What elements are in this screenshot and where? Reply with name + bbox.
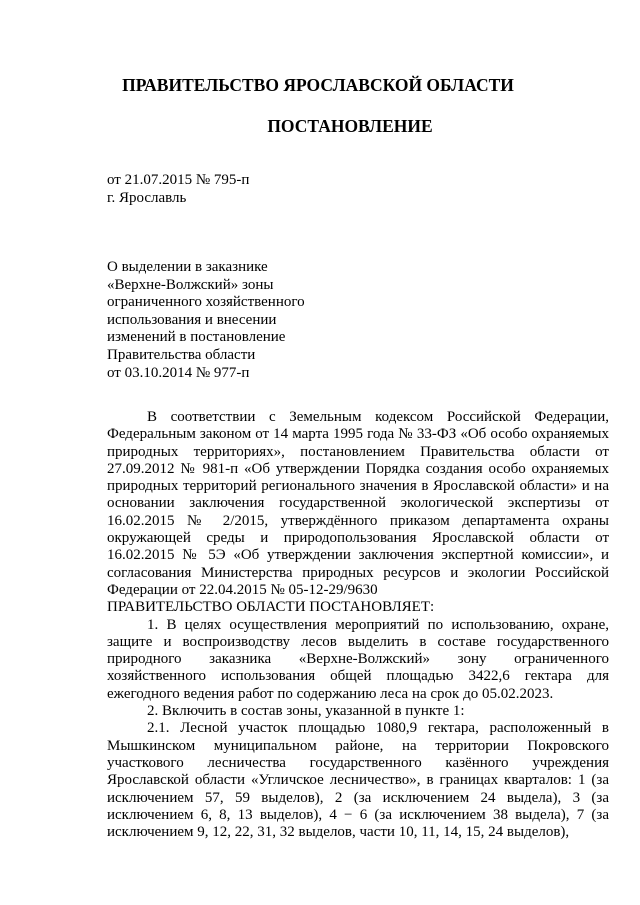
document-type-title: ПОСТАНОВЛЕНИЕ (267, 116, 433, 136)
clause-1: 1. В целях осуществления мероприятий по использованию, охране, защите и воспроизводству лесов выделить в составе государственного природного заказника «Верхне-Волжский» зону ограниченного хозяйственного использования общей площадью 3422,6 гектара для ежегодного ведения работ по содержанию леса на срок до 05.02.2023. (107, 616, 609, 702)
clause-2: 2. Включить в состав зоны, указанной в пункте 1: (147, 703, 465, 720)
document-subject (107, 259, 347, 382)
document-body (107, 409, 609, 841)
subject-line: «Верхне-Волжский» зоны (107, 276, 274, 293)
clause-2-1: 2.1. Лесной участок площадью 1080,9 гектара, расположенный в Мышкинском муниципальном районе, на территории Покровского участкового лесничества государственного казённого учреждения Ярославской области «Угличское лесничество», в границах кварталов: 1 (за исключением 57, 59 выделов), 2 (за исключением 24 выдела), 3 (за исключением 6, 8, 13 выделов), 4 − 6 (за исключением 38 выдела), 7 (за исключением 9, 12, 22, 31, 32 выделов, части 10, 11, 14, 15, 24 выделов), (107, 720, 609, 841)
document-date-number: от 21.07.2015 № 795-п (107, 172, 250, 188)
subject-line: ограниченного хозяйственного (107, 294, 305, 311)
resolution-heading: ПРАВИТЕЛЬСТВО ОБЛАСТИ ПОСТАНОВЛЯЕТ: (107, 599, 435, 616)
subject-line: О выделении в заказнике (107, 259, 268, 275)
document-city: г. Ярославль (107, 190, 187, 206)
subject-line: изменений в постановление (107, 329, 286, 346)
subject-line: от 03.10.2014 № 977-п (107, 364, 250, 381)
subject-line: Правительства области (107, 346, 256, 363)
preamble-paragraph: В соответствии с Земельным кодексом Российской Федерации, Федеральным законом от 14 марта 1995 года № 33-ФЗ «Об особо охраняемых природных территориях», постановлением Правительства области от 27.09.2012 № 981-п «Об утверждении Порядка создания особо охраняемых природных территорий регионального значения в Ярославской области» и на основании заключения государственной экологической экспертизы от 16.02.2015 № 2/2015, утверждённого приказом департамента охраны окружающей среды и природопользования Ярославской области от 16.02.2015 № 5Э «Об утверждении заключения экспертной комиссии», и согласования Министерства природных ресурсов и экологии Российской Федерации от 22.04.2015 № 05-12-29/9630 (107, 409, 609, 598)
government-title: ПРАВИТЕЛЬСТВО ЯРОСЛАВСКОЙ ОБЛАСТИ (122, 75, 514, 95)
subject-line: использования и внесении (107, 311, 277, 328)
